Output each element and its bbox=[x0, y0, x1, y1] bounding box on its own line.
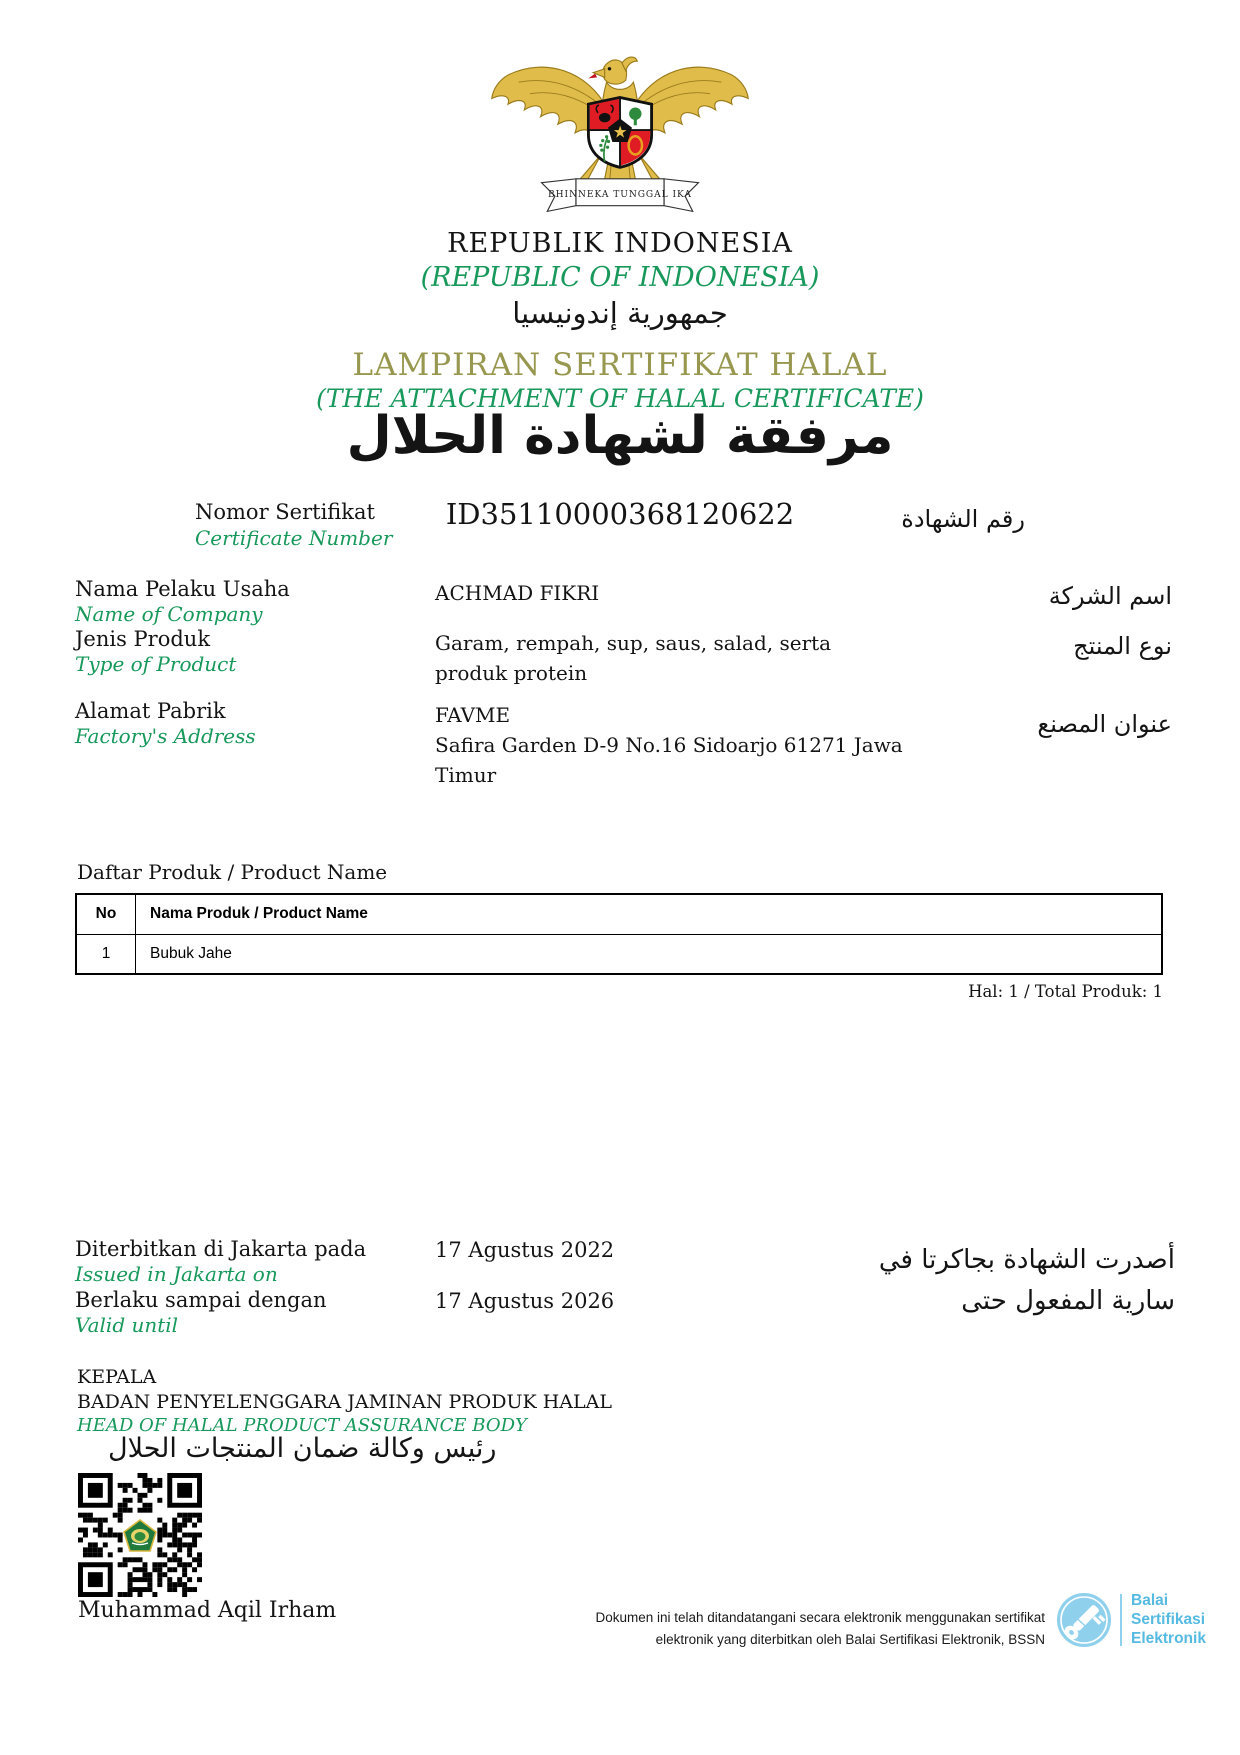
cert-number-label-id: Nomor Sertifikat bbox=[195, 500, 375, 524]
signatory-title-en: HEAD OF HALAL PRODUCT ASSURANCE BODY bbox=[77, 1415, 527, 1436]
bse-text-line2: Sertifikasi bbox=[1131, 1611, 1206, 1628]
country-name-en: (REPUBLIC OF INDONESIA) bbox=[420, 262, 820, 293]
cert-number-label-en: Certificate Number bbox=[195, 526, 393, 550]
table-row bbox=[76, 934, 1162, 974]
field-label-id: Alamat Pabrik bbox=[75, 699, 226, 723]
motto-banner bbox=[542, 179, 699, 212]
bse-text-line3: Elektronik bbox=[1131, 1630, 1206, 1647]
valid-label-ar: سارية المفعول حتى bbox=[961, 1286, 1175, 1316]
garuda-pancasila-emblem bbox=[0, 42, 1240, 224]
valid-until-value: 17 Agustus 2026 bbox=[435, 1289, 615, 1313]
field-label-id: Jenis Produk bbox=[75, 627, 211, 651]
disclaimer-line2: elektronik yang diterbitkan oleh Balai Sertifikasi Elektronik, BSSN bbox=[655, 1632, 1045, 1647]
qr-code bbox=[78, 1473, 202, 1597]
col-header-product-name: Nama Produk / Product Name bbox=[136, 894, 1163, 934]
products-table bbox=[75, 893, 1163, 975]
products-section-title: Daftar Produk / Product Name bbox=[77, 860, 388, 884]
factory-address-line: Safira Garden D-9 No.16 Sidoarjo 61271 Jawa Timur bbox=[435, 733, 903, 787]
doc-title-en: (THE ATTACHMENT OF HALAL CERTIFICATE) bbox=[316, 384, 924, 413]
cell-no: 1 bbox=[76, 934, 136, 974]
field-label-ar: اسم الشركة bbox=[1048, 582, 1172, 610]
field-value: Garam, rempah, sup, saus, salad, serta produk protein bbox=[435, 631, 832, 685]
electronic-signature-disclaimer bbox=[485, 1607, 1045, 1651]
issuance-labels-ar bbox=[879, 1240, 1175, 1322]
issued-label-ar: أصدرت الشهادة بجاكرتا في bbox=[878, 1245, 1175, 1275]
country-name-id: REPUBLIK INDONESIA bbox=[447, 228, 793, 259]
disclaimer-line1: Dokumen ini telah ditandatangani secara elektronik menggunakan sertifikat bbox=[595, 1610, 1045, 1625]
field-value: ACHMAD FIKRI bbox=[435, 581, 600, 605]
field-label-en: Type of Product bbox=[75, 652, 237, 676]
valid-label-id: Berlaku sampai dengan bbox=[75, 1288, 327, 1312]
star-icon: ★ bbox=[612, 122, 628, 142]
page-total-indicator: Hal: 1 / Total Produk: 1 bbox=[968, 982, 1163, 1001]
field-factory-address bbox=[75, 698, 1172, 787]
pancasila-shield bbox=[588, 98, 651, 168]
bse-logo-divider bbox=[1120, 1594, 1122, 1646]
signatory-name: Muhammad Aqil Irham bbox=[78, 1598, 337, 1623]
bse-logo bbox=[1056, 1591, 1206, 1648]
field-label-id: Nama Pelaku Usaha bbox=[75, 577, 290, 601]
field-label-ar: نوع المنتج bbox=[1073, 632, 1172, 660]
field-value bbox=[435, 700, 905, 790]
signatory-title-line2: BADAN PENYELENGGARA JAMINAN PRODUK HALAL bbox=[77, 1391, 612, 1413]
certificate-number-row bbox=[75, 497, 1165, 557]
garuda-eagle-graphic bbox=[485, 42, 755, 220]
field-product-type bbox=[75, 626, 1172, 685]
field-label-en: Name of Company bbox=[75, 602, 263, 626]
field-label-en: Factory's Address bbox=[75, 724, 256, 748]
bse-key-icon bbox=[1056, 1592, 1112, 1648]
certificate-number-value: ID35110000368120622 bbox=[445, 497, 795, 531]
bse-text-line1: Balai bbox=[1131, 1592, 1169, 1609]
valid-label-en: Valid until bbox=[75, 1313, 179, 1337]
country-name-ar: جمهورية إندونيسيا bbox=[512, 296, 728, 330]
signatory-title-ar: رئيس وكالة ضمان المنتجات الحلال bbox=[108, 1433, 497, 1464]
factory-name: FAVME bbox=[435, 703, 511, 727]
signatory-title-line1: KEPALA bbox=[77, 1366, 157, 1388]
doc-title-ar: مرفقة لشهادة الحلال bbox=[346, 406, 894, 466]
issued-date-value: 17 Agustus 2022 bbox=[435, 1238, 615, 1262]
field-company-name bbox=[75, 576, 1172, 627]
cert-number-label-ar: رقم الشهادة bbox=[901, 505, 1025, 533]
bse-logo-text bbox=[1131, 1591, 1206, 1648]
col-header-no: No bbox=[76, 894, 136, 934]
motto-text: BHINNEKA TUNGGAL IKA bbox=[548, 190, 692, 201]
products-header-row bbox=[76, 894, 1162, 934]
issued-label-id: Diterbitkan di Jakarta pada bbox=[75, 1237, 367, 1261]
doc-title-id: LAMPIRAN SERTIFIKAT HALAL bbox=[352, 347, 888, 383]
field-label-ar: عنوان المصنع bbox=[1037, 710, 1172, 738]
issued-label-en: Issued in Jakarta on bbox=[75, 1262, 278, 1286]
cell-product-name: Bubuk Jahe bbox=[136, 934, 1163, 974]
